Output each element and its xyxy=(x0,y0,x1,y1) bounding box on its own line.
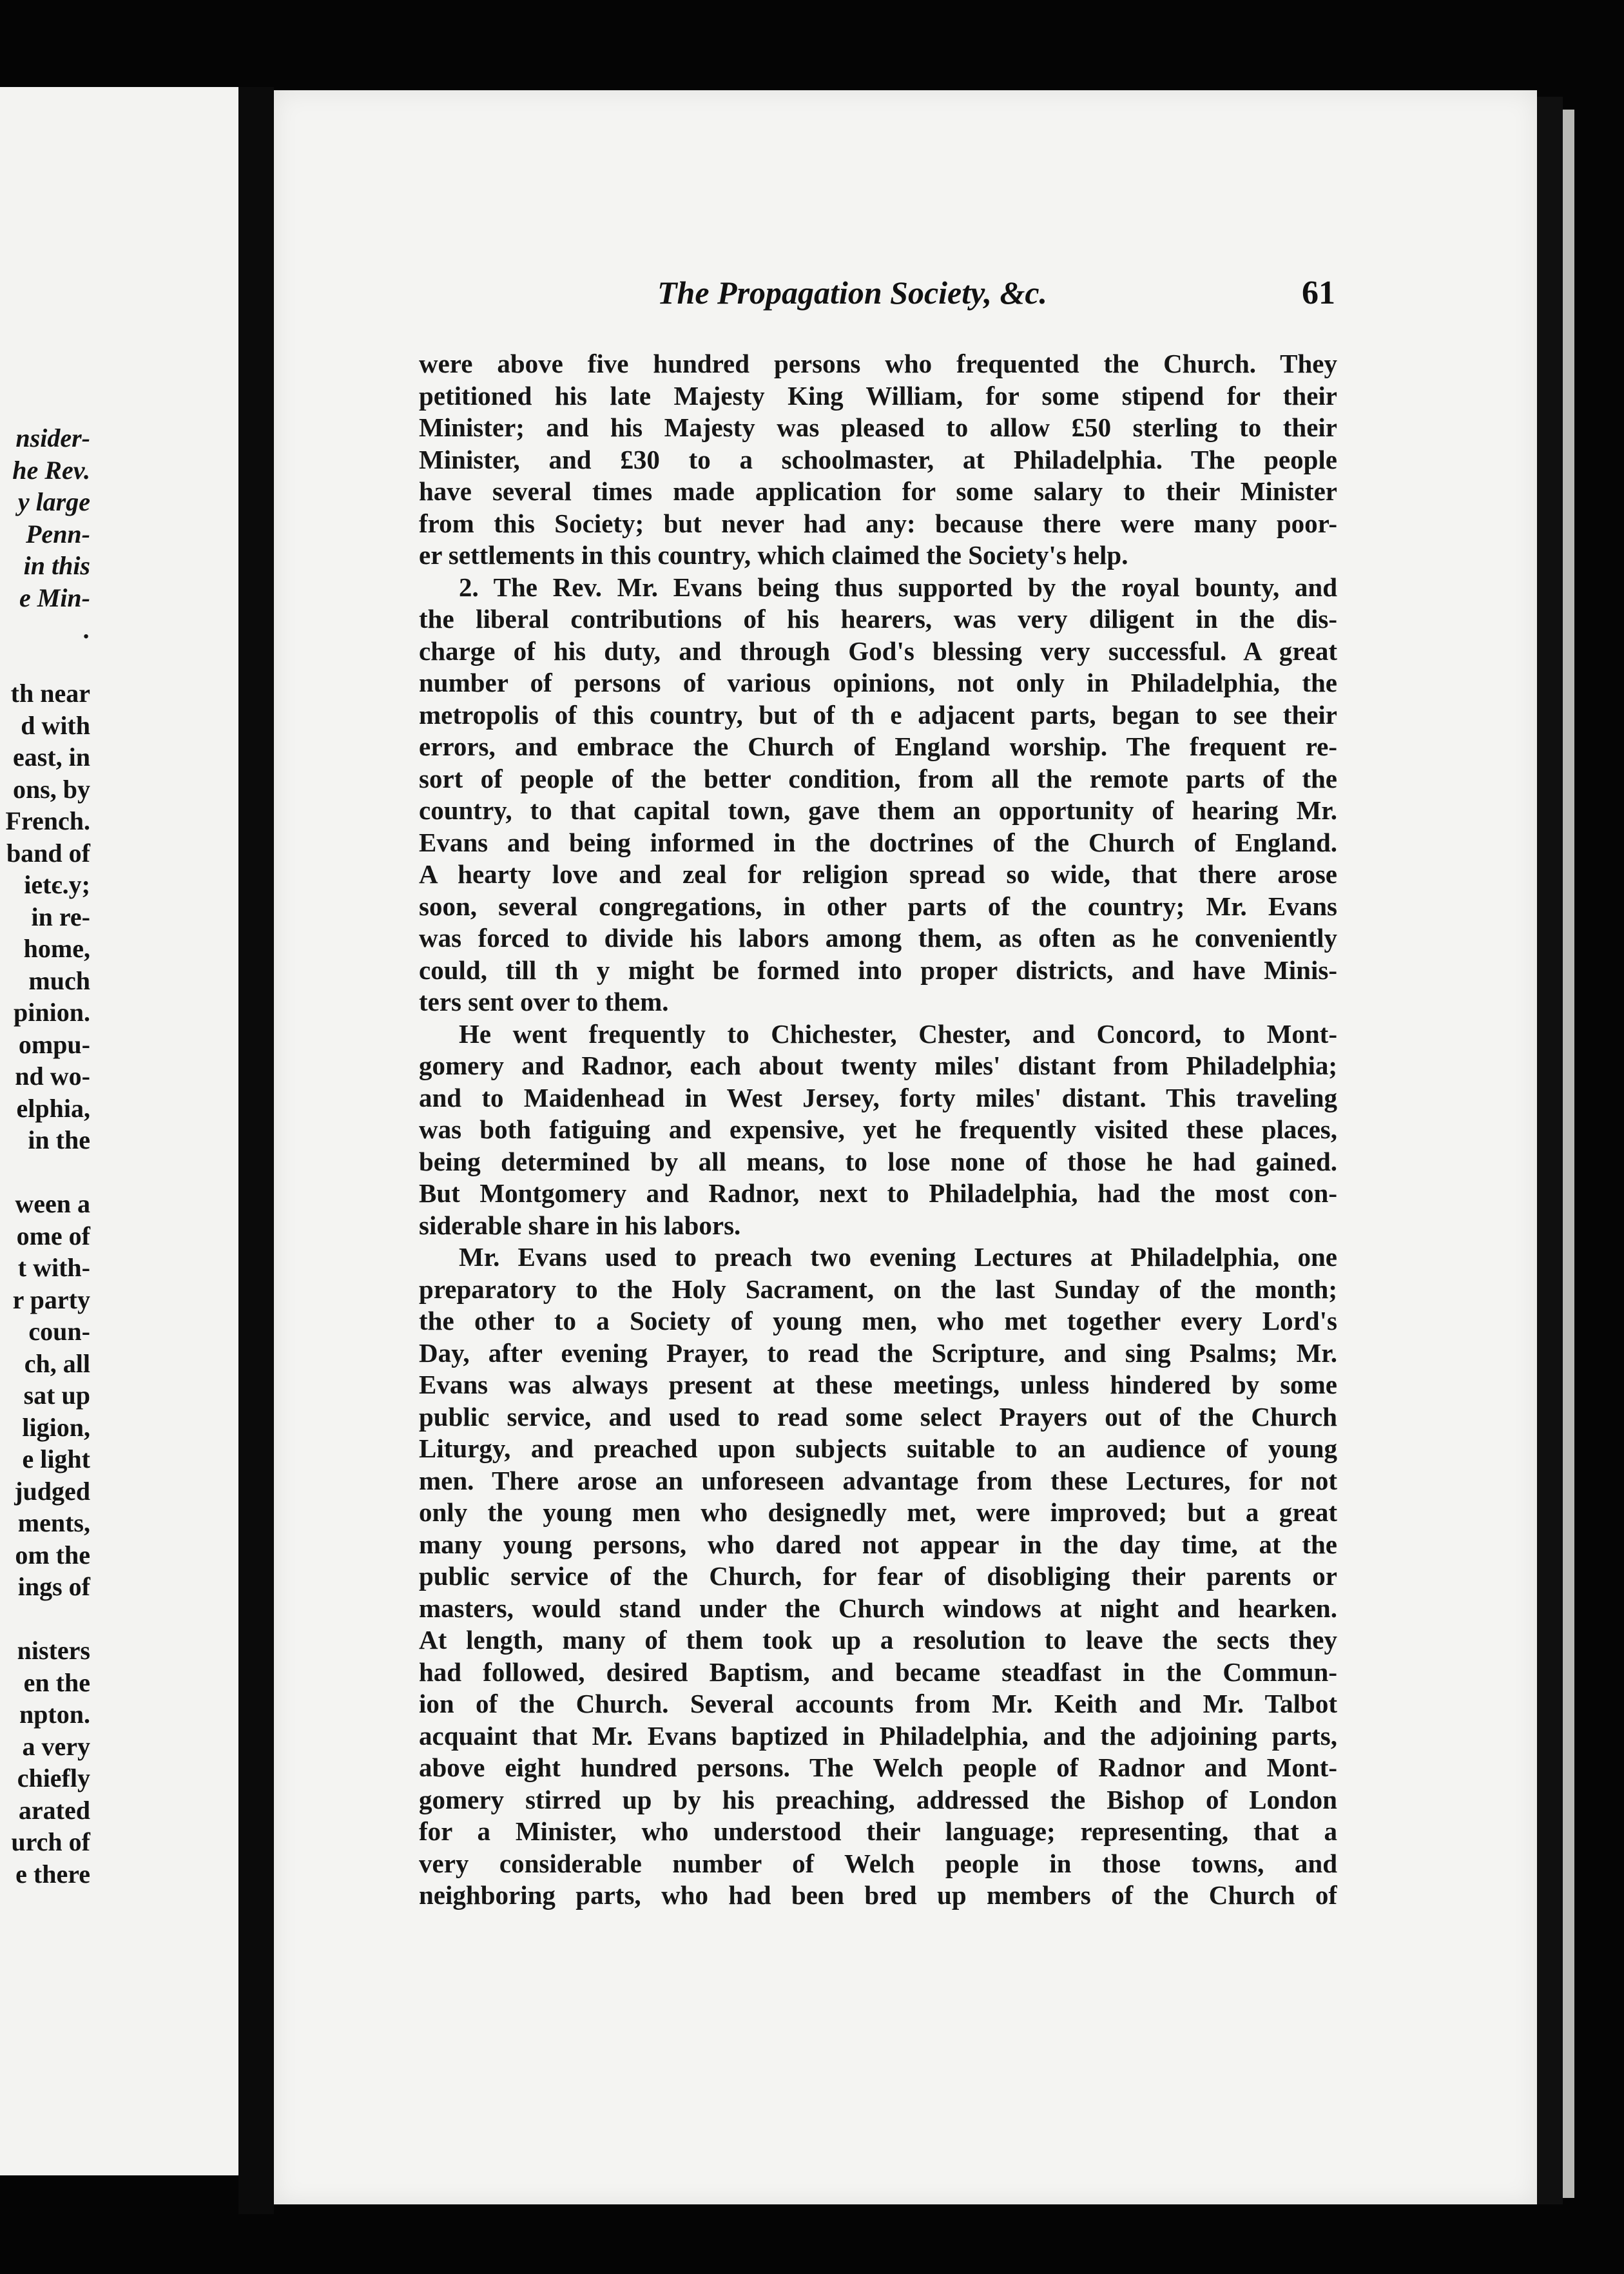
text-line: above eight hundred persons. The Welch people of Radnor and Mont- xyxy=(419,1753,1337,1782)
left-page-line: much xyxy=(28,966,90,995)
left-page xyxy=(0,87,238,2175)
text-line: Day, after evening Prayer, to read the Scripture, and sing Psalms; Mr. xyxy=(419,1337,1337,1368)
left-page-line: npton. xyxy=(19,1700,90,1729)
left-page-line: nd wo- xyxy=(15,1062,90,1091)
text-line: Evans and being informed in the doctrines of the Church of England. xyxy=(419,827,1337,857)
text-line: being determined by all means, to lose none of those he had gained. xyxy=(419,1146,1337,1176)
left-page-line: nisters xyxy=(17,1636,90,1665)
left-page-line: band of xyxy=(6,838,90,868)
left-page-line: ligion, xyxy=(22,1412,90,1442)
text-line: the liberal contributions of his hearers, was very diligent in the dis- xyxy=(419,604,1337,634)
left-page-line: ietє.y; xyxy=(24,870,90,899)
left-page-line: a very xyxy=(22,1731,90,1761)
text-line: was forced to divide his labors among them, as often as he conveniently xyxy=(419,923,1337,953)
text-line: were above five hundred persons who frequented the Church. They xyxy=(419,349,1337,378)
left-page-line: r party xyxy=(12,1285,90,1314)
text-line: 2. The Rev. Mr. Evans being thus supported by the royal bounty, and xyxy=(459,572,1337,602)
left-page-line: . xyxy=(84,615,90,644)
text-line: neighboring parts, who had been bred up members of the Church of xyxy=(419,1880,1337,1910)
text-line: very considerable number of Welch people in those towns, and xyxy=(419,1848,1337,1878)
left-page-line: y large xyxy=(17,487,90,516)
text-line: masters, would stand under the Church windows at night and hearken. xyxy=(419,1593,1337,1623)
text-line: was both fatiguing and expensive, yet he frequently visited these places, xyxy=(419,1114,1337,1144)
text-line: acquaint that Mr. Evans baptized in Philadelphia, and the adjoining parts, xyxy=(419,1720,1337,1751)
left-page-line: ons, by xyxy=(12,774,90,804)
left-page-line: e Min- xyxy=(19,583,90,612)
text-line: He went frequently to Chichester, Chester, and Concord, to Mont- xyxy=(459,1018,1337,1049)
left-page-line: pinion. xyxy=(14,998,90,1027)
text-line: ters sent over to them. xyxy=(419,987,669,1016)
left-page-line: ome of xyxy=(16,1221,90,1250)
left-page-line: in re- xyxy=(31,902,90,931)
left-page-line: arated xyxy=(18,1795,90,1825)
text-line: country, to that capital town, gave them an opportunity of hearing Mr. xyxy=(419,795,1337,825)
body-text xyxy=(419,348,1337,1912)
page-number: 61 xyxy=(1302,275,1335,311)
text-line: Minister, and £30 to a schoolmaster, at Philadelphia. The people xyxy=(419,444,1337,474)
text-line: gomery and Radnor, each about twenty miles' distant from Philadelphia; xyxy=(419,1051,1337,1080)
text-line: ion of the Church. Several accounts from Mr. Keith and Mr. Talbot xyxy=(419,1689,1337,1718)
text-line: soon, several congregations, in other parts of the country; Mr. Evans xyxy=(419,891,1337,921)
text-line: and to Maidenhead in West Jersey, forty miles' distant. This traveling xyxy=(419,1082,1337,1113)
text-line: the other to a Society of young men, who met together every Lord's xyxy=(419,1306,1337,1336)
book-spine xyxy=(238,87,274,2214)
left-page-line: French. xyxy=(5,806,90,835)
text-line: public service, and used to read some select Prayers out of the Church xyxy=(419,1401,1337,1432)
text-line: from this Society; but never had any: because there were many poor- xyxy=(419,508,1337,538)
text-line: gomery stirred up by his preaching, addressed the Bishop of London xyxy=(419,1784,1337,1814)
text-line: men. There arose an unforeseen advantage from these Lectures, for not xyxy=(419,1465,1337,1495)
left-page-line: Penn- xyxy=(26,519,90,549)
left-page-line: in this xyxy=(23,551,90,580)
left-page-line: ween a xyxy=(15,1189,90,1218)
text-line: could, till th y might be formed into proper districts, and have Minis- xyxy=(419,955,1337,985)
text-line: had followed, desired Baptism, and became steadfast in the Commun- xyxy=(419,1657,1337,1687)
page-edge xyxy=(1563,110,1574,2198)
left-page-line: chiefly xyxy=(17,1764,90,1793)
left-page-text-fragments xyxy=(0,422,90,1890)
left-page-line: t with- xyxy=(17,1253,90,1282)
text-line: errors, and embrace the Church of England worship. The frequent re- xyxy=(419,732,1337,761)
left-page-line: e there xyxy=(15,1859,90,1889)
left-page-line xyxy=(0,646,90,678)
text-line: petitioned his late Majesty King William, for some stipend for their xyxy=(419,380,1337,411)
text-line: Evans was always present at these meetings, unless hindered by some xyxy=(419,1370,1337,1399)
text-line: er settlements in this country, which claimed the Society's help. xyxy=(419,540,1128,570)
left-page-line: ments, xyxy=(17,1508,90,1537)
left-page-line: nsider- xyxy=(15,423,90,452)
text-line: Liturgy, and preached upon subjects suitable to an audience of young xyxy=(419,1433,1337,1463)
left-page-line: coun- xyxy=(28,1317,90,1346)
left-page-line: e light xyxy=(22,1444,90,1473)
running-title: The Propagation Society, &c. xyxy=(657,275,1048,311)
left-page-line: ompu- xyxy=(18,1029,90,1059)
left-page-line: en the xyxy=(23,1667,90,1697)
text-line: have several times made application for some salary to their Minister xyxy=(419,476,1337,506)
text-line: for a Minister, who understood their language; representing, that a xyxy=(419,1816,1337,1846)
text-line: But Montgomery and Radnor, next to Philadelphia, had the most con- xyxy=(419,1178,1337,1208)
text-line: sort of people of the better condition, from all the remote parts of the xyxy=(419,763,1337,793)
left-page-line: om the xyxy=(15,1540,90,1569)
left-page-line: judged xyxy=(14,1476,90,1506)
left-page-line: home, xyxy=(23,934,90,963)
text-line: siderable share in his labors. xyxy=(419,1210,741,1240)
text-line: A hearty love and zeal for religion spread so wide, that there arose xyxy=(419,859,1337,889)
text-line: Minister; and his Majesty was pleased to allow £50 sterling to their xyxy=(419,413,1337,442)
left-page-line: urch of xyxy=(11,1827,90,1856)
left-page-line: d with xyxy=(21,710,90,740)
left-page-line: he Rev. xyxy=(12,455,90,485)
text-line: metropolis of this country, but of th e adjacent parts, began to see their xyxy=(419,699,1337,730)
left-page-line: sat up xyxy=(23,1381,90,1410)
text-line: many young persons, who dared not appear in the day time, at the xyxy=(419,1529,1337,1559)
text-line: only the young men who designedly met, were improved; but a great xyxy=(419,1497,1337,1527)
text-line: number of persons of various opinions, not only in Philadelphia, the xyxy=(419,668,1337,697)
text-line: Mr. Evans used to preach two evening Lectures at Philadelphia, one xyxy=(459,1242,1337,1272)
text-line: public service of the Church, for fear of disobliging their parents or xyxy=(419,1561,1337,1591)
page-edge-shadow xyxy=(1537,97,1563,2204)
left-page-line: th near xyxy=(10,679,90,708)
left-page-line xyxy=(0,1156,90,1189)
left-page-line xyxy=(0,1603,90,1635)
text-line: At length, many of them took up a resolution to leave the sects they xyxy=(419,1625,1337,1655)
left-page-line: elphia, xyxy=(16,1093,90,1123)
left-page-line: east, in xyxy=(13,743,90,772)
text-line: preparatory to the Holy Sacrament, on the last Sunday of the month; xyxy=(419,1274,1337,1304)
left-page-line: ings of xyxy=(17,1572,90,1601)
left-page-line: ch, all xyxy=(24,1348,90,1378)
text-line: charge of his duty, and through God's blessing very successful. A great xyxy=(419,636,1337,666)
left-page-line: in the xyxy=(28,1125,90,1154)
